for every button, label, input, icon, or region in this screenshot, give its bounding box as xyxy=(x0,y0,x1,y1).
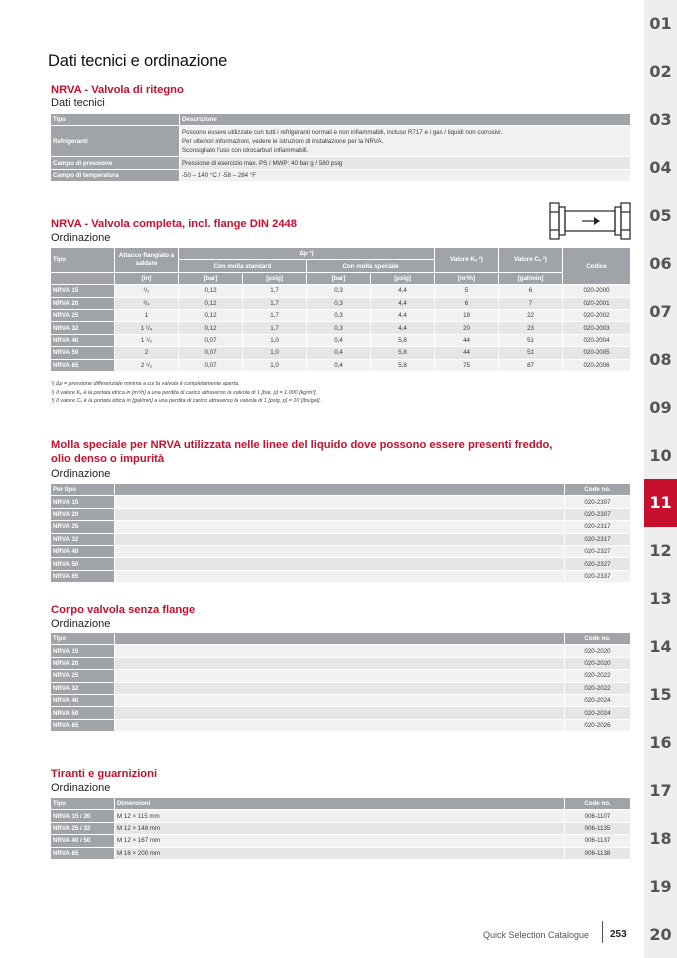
data-cell: 2 ¹/₂ xyxy=(115,359,179,371)
chapter-tab-08[interactable]: 08 xyxy=(649,349,672,369)
code-cell: 020-2020 xyxy=(565,645,631,657)
col-header-cv: Valore Cᵥ ³) xyxy=(499,248,563,273)
chapter-tab-18[interactable]: 18 xyxy=(649,828,672,848)
data-cell: 0,07 xyxy=(179,334,243,346)
chapter-sidebar xyxy=(644,0,677,958)
data-cell: 5,8 xyxy=(371,359,435,371)
table-row xyxy=(51,126,631,157)
table-row xyxy=(51,545,631,557)
data-cell: 1,0 xyxy=(243,347,307,359)
flow-arrow-icon xyxy=(594,217,600,225)
data-cell: 0,12 xyxy=(179,309,243,321)
chapter-tab-11-active[interactable]: 11 xyxy=(644,479,677,527)
data-cell: 1 xyxy=(115,309,179,321)
table-header-row xyxy=(51,484,631,496)
blank-cell xyxy=(115,533,565,545)
unit-cell: [bar] xyxy=(179,272,243,284)
chapter-tab-01[interactable]: 01 xyxy=(649,14,672,34)
code-cell: 020-2317 xyxy=(565,521,631,533)
code-cell: 020-2022 xyxy=(565,682,631,694)
type-cell: NRVA 32 xyxy=(51,682,115,694)
blank-cell xyxy=(115,545,565,557)
data-cell: 20 xyxy=(435,322,499,334)
type-cell: NRVA 32 xyxy=(51,533,115,545)
type-cell: NRVA 15 xyxy=(51,496,115,508)
table-row xyxy=(51,558,631,570)
type-cell: NRVA 50 xyxy=(51,347,115,359)
col-header-description: Descrizione xyxy=(180,114,631,126)
chapter-tab-19[interactable]: 19 xyxy=(649,876,672,896)
tech-section-subtitle: Dati tecnici xyxy=(51,97,105,109)
dimension-cell: M 16 × 200 mm xyxy=(115,847,565,859)
type-cell: NRVA 20 xyxy=(51,297,115,309)
data-cell: 0,07 xyxy=(179,359,243,371)
tech-section-title: NRVA - Valvola di ritegno xyxy=(51,84,184,96)
blank-cell xyxy=(115,558,565,570)
data-cell: 020-2004 xyxy=(563,334,631,346)
unit-cell: [gal/min] xyxy=(499,272,563,284)
footer-catalogue-name: Quick Selection Catalogue xyxy=(483,930,590,940)
unit-cell: [psig] xyxy=(371,272,435,284)
col-header-special-spring: Con molla speciale xyxy=(307,260,435,272)
blank-cell xyxy=(115,521,565,533)
data-cell: 4,4 xyxy=(371,322,435,334)
table-row xyxy=(51,707,631,719)
table-row xyxy=(51,309,631,321)
data-cell: 2 xyxy=(115,347,179,359)
chapter-tab-04[interactable]: 04 xyxy=(649,158,672,178)
data-cell: 87 xyxy=(499,359,563,371)
col-header-code: Code no. xyxy=(565,484,631,496)
col-header-attacco: Attacco flangiato a saldare xyxy=(115,248,179,273)
chapter-tab-05[interactable]: 05 xyxy=(649,206,672,226)
data-cell: 6 xyxy=(499,285,563,297)
type-cell: NRVA 40 xyxy=(51,694,115,706)
type-cell: NRVA 65 xyxy=(51,359,115,371)
footnotes xyxy=(51,380,321,406)
chapter-tab-09[interactable]: 09 xyxy=(649,397,672,417)
type-cell: NRVA 15 xyxy=(51,645,115,657)
data-cell: 5,8 xyxy=(371,347,435,359)
code-cell: 006-1137 xyxy=(565,835,631,847)
data-cell: 1,7 xyxy=(243,285,307,297)
chapter-tab-20[interactable]: 20 xyxy=(649,924,672,944)
table-row xyxy=(51,508,631,520)
table-row xyxy=(51,645,631,657)
col-header-dp: Δp ¹) xyxy=(179,248,435,260)
row-value-pressure: Pressione di esercizio max. PS / MWP: 40 bar g / 580 psig xyxy=(180,157,631,169)
table-header-row xyxy=(51,798,631,810)
data-cell: 020-2001 xyxy=(563,297,631,309)
blank-cell xyxy=(115,719,565,731)
type-cell: NRVA 25 xyxy=(51,670,115,682)
data-cell: 0,12 xyxy=(179,285,243,297)
table-row xyxy=(51,297,631,309)
data-cell: 020-2005 xyxy=(563,347,631,359)
col-header-kv: Valore Kᵥ ²) xyxy=(435,248,499,273)
chapter-tab-15[interactable]: 15 xyxy=(649,685,672,705)
bolts-section-title: Tiranti e guarnizioni xyxy=(51,768,158,780)
table-row xyxy=(51,570,631,582)
col-header-type: Per tipo xyxy=(51,484,115,496)
row-label-temperature: Campo di temperatura xyxy=(51,169,180,181)
unit-cell: [in] xyxy=(115,272,179,284)
table-row xyxy=(51,810,631,822)
chapter-tab-12[interactable]: 12 xyxy=(649,541,672,561)
table-row xyxy=(51,670,631,682)
type-cell: NRVA 15 xyxy=(51,285,115,297)
table-row xyxy=(51,719,631,731)
footnote: ¹) Δp = pressione differenziale minima a cui la valvola è completamente aperta. xyxy=(51,381,240,387)
units-row xyxy=(51,272,631,284)
data-cell: 1 ¹/₄ xyxy=(115,322,179,334)
data-cell: 23 xyxy=(499,322,563,334)
footer-divider xyxy=(602,921,603,943)
data-cell: 4,4 xyxy=(371,309,435,321)
bolts-section-subtitle: Ordinazione xyxy=(51,782,111,794)
body-table-body xyxy=(51,645,631,732)
unit-cell-empty xyxy=(51,272,115,284)
type-cell: NRVA 50 xyxy=(51,707,115,719)
data-cell: 4,4 xyxy=(371,285,435,297)
blank-cell xyxy=(115,570,565,582)
desc-line: Per ulteriori informazioni, vedere le istruzioni di installazione per la NRVA. xyxy=(182,137,384,145)
data-cell: 020-2006 xyxy=(563,359,631,371)
row-value-temperature: -50 – 140 °C / -58 – 284 °F xyxy=(180,169,631,181)
code-cell: 020-2307 xyxy=(565,496,631,508)
table-row xyxy=(51,835,631,847)
type-cell: NRVA 65 xyxy=(51,570,115,582)
row-value-refrigerants xyxy=(180,126,631,157)
code-cell: 020-2020 xyxy=(565,657,631,669)
data-cell: 5 xyxy=(435,285,499,297)
blank-cell xyxy=(115,645,565,657)
order-section-subtitle: Ordinazione xyxy=(51,232,111,244)
code-cell: 020-2026 xyxy=(565,719,631,731)
data-cell: 0,3 xyxy=(307,285,371,297)
spring-section-subtitle: Ordinazione xyxy=(51,468,111,480)
spring-table-body xyxy=(51,496,631,583)
table-row xyxy=(51,322,631,334)
chapter-tab-06[interactable]: 06 xyxy=(649,253,672,273)
data-cell: 19 xyxy=(435,309,499,321)
data-cell: 0,12 xyxy=(179,297,243,309)
valve-drawing xyxy=(548,198,632,244)
unit-cell: [m³/h] xyxy=(435,272,499,284)
table-row xyxy=(51,521,631,533)
blank-cell xyxy=(115,508,565,520)
blank-cell xyxy=(115,670,565,682)
body-section-subtitle: Ordinazione xyxy=(51,618,111,630)
type-cell: NRVA 20 xyxy=(51,657,115,669)
tech-data-table xyxy=(50,113,631,182)
data-cell: ¹/₂ xyxy=(115,285,179,297)
chapter-tab-02[interactable]: 02 xyxy=(649,62,672,82)
col-header-dimensions: Dimensioni xyxy=(115,798,565,810)
body-section-title: Corpo valvola senza flange xyxy=(51,604,196,616)
page-number: 253 xyxy=(610,929,627,940)
table-header-row xyxy=(51,633,631,645)
dimension-cell: M 12 × 115 mm xyxy=(115,810,565,822)
data-cell: 0,3 xyxy=(307,322,371,334)
code-cell: 020-2327 xyxy=(565,545,631,557)
data-cell: 020-2003 xyxy=(563,322,631,334)
data-cell: 44 xyxy=(435,347,499,359)
table-row xyxy=(51,533,631,545)
data-cell: 22 xyxy=(499,309,563,321)
col-header-type: Tipo xyxy=(51,633,115,645)
code-cell: 020-2022 xyxy=(565,670,631,682)
type-cell: NRVA 65 xyxy=(51,719,115,731)
spring-section-title xyxy=(51,438,553,466)
type-cell: NRVA 15 / 20 xyxy=(51,810,115,822)
type-cell: NRVA 65 xyxy=(51,847,115,859)
data-cell: 7 xyxy=(499,297,563,309)
chapter-tab-07[interactable]: 07 xyxy=(649,301,672,321)
data-cell: 0,4 xyxy=(307,347,371,359)
blank-cell xyxy=(115,707,565,719)
desc-line: Sconsigliato l'uso con idrocarburi infiammabili. xyxy=(182,146,309,154)
col-header-type: Tipo xyxy=(51,798,115,810)
order-table xyxy=(50,247,631,372)
dimension-cell: M 12 × 148 mm xyxy=(115,822,565,834)
type-cell: NRVA 40 xyxy=(51,545,115,557)
spring-title-line: olio denso o impurità xyxy=(51,453,165,465)
data-cell: 020-2000 xyxy=(563,285,631,297)
bolts-table-body xyxy=(51,810,631,860)
data-cell: 020-2002 xyxy=(563,309,631,321)
unit-cell: [psig] xyxy=(243,272,307,284)
type-cell: NRVA 32 xyxy=(51,322,115,334)
col-header-code: Code no. xyxy=(565,798,631,810)
code-cell: 020-2024 xyxy=(565,707,631,719)
data-cell: 1,7 xyxy=(243,322,307,334)
data-cell: 1,7 xyxy=(243,297,307,309)
data-cell: 1,0 xyxy=(243,359,307,371)
page-title: Dati tecnici e ordinazione xyxy=(48,52,228,70)
table-header-row xyxy=(51,114,631,126)
col-header-blank xyxy=(115,633,565,645)
data-cell: 0,07 xyxy=(179,347,243,359)
chapter-tab-13[interactable]: 13 xyxy=(649,589,672,609)
data-cell: 4,4 xyxy=(371,297,435,309)
data-cell: 0,4 xyxy=(307,359,371,371)
footnote: ²) Il valore Kᵥ è la portata idrica in [m³/h] a una perdita di carico attraverso la valvola di 1 [bar, p] = 1.000 [kg/m³]. xyxy=(51,389,318,396)
col-header-codice: Codice xyxy=(563,248,631,285)
spring-table xyxy=(50,483,631,583)
blank-cell xyxy=(115,657,565,669)
data-cell: ³/₄ xyxy=(115,297,179,309)
desc-line: Possono essere utilizzate con tutti i refrigeranti normali e non infiammabili, incluso R717 e i gas / liquidi non corrosivi. xyxy=(182,128,503,136)
data-cell: 0,12 xyxy=(179,322,243,334)
order-section-title: NRVA - Valvola completa, incl. flange DIN 2448 xyxy=(51,218,297,230)
code-cell: 006-1135 xyxy=(565,822,631,834)
code-cell: 020-2317 xyxy=(565,533,631,545)
table-header-row xyxy=(51,248,631,260)
type-cell: NRVA 40 xyxy=(51,334,115,346)
data-cell: 1 ¹/₂ xyxy=(115,334,179,346)
code-cell: 020-2327 xyxy=(565,558,631,570)
data-cell: 5,8 xyxy=(371,334,435,346)
row-label-refrigerants: Refrigeranti xyxy=(51,126,180,157)
table-row xyxy=(51,334,631,346)
type-cell: NRVA 25 xyxy=(51,521,115,533)
table-row xyxy=(51,496,631,508)
code-cell: 006-1138 xyxy=(565,847,631,859)
dimension-cell: M 12 × 167 mm xyxy=(115,835,565,847)
bolts-table xyxy=(50,797,631,860)
col-header-tipo: Tipo xyxy=(51,248,115,273)
footnote: ³) Il valore Cᵥ è la portata idrica in [gal/min] a una perdita di carico attraverso la valvola di 1 [psig, p] = 10 [lbs/gal]. xyxy=(51,398,321,404)
col-header-blank xyxy=(115,484,565,496)
row-label-pressure: Campo di pressione xyxy=(51,157,180,169)
order-table-body xyxy=(51,285,631,372)
type-cell: NRVA 50 xyxy=(51,558,115,570)
chapter-tab-03[interactable]: 03 xyxy=(649,110,672,130)
data-cell: 0,3 xyxy=(307,309,371,321)
chapter-tab-10[interactable]: 10 xyxy=(649,445,672,465)
table-row xyxy=(51,657,631,669)
table-row xyxy=(51,285,631,297)
chapter-tab-16[interactable]: 16 xyxy=(649,732,672,752)
data-cell: 0,4 xyxy=(307,334,371,346)
table-row xyxy=(51,847,631,859)
unit-cell: [bar] xyxy=(307,272,371,284)
code-cell: 020-2307 xyxy=(565,508,631,520)
code-cell: 020-2337 xyxy=(565,570,631,582)
chapter-tab-17[interactable]: 17 xyxy=(649,780,672,800)
col-header-standard-spring: Con molla standard xyxy=(179,260,307,272)
data-cell: 51 xyxy=(499,347,563,359)
type-cell: NRVA 25 xyxy=(51,309,115,321)
col-header-type: Tipo xyxy=(51,114,180,126)
blank-cell xyxy=(115,694,565,706)
table-row xyxy=(51,347,631,359)
body-table xyxy=(50,632,631,732)
data-cell: 0,3 xyxy=(307,297,371,309)
data-cell: 1,7 xyxy=(243,309,307,321)
chapter-tab-14[interactable]: 14 xyxy=(649,637,672,657)
blank-cell xyxy=(115,496,565,508)
type-cell: NRVA 40 / 50 xyxy=(51,835,115,847)
table-row xyxy=(51,169,631,181)
table-row xyxy=(51,822,631,834)
col-header-code: Code no. xyxy=(565,633,631,645)
spring-title-line: Molla speciale per NRVA utilizzata nelle linee del liquido dove possono essere presenti freddo, xyxy=(51,439,553,451)
type-cell: NRVA 20 xyxy=(51,508,115,520)
data-cell: 51 xyxy=(499,334,563,346)
data-cell: 44 xyxy=(435,334,499,346)
data-cell: 1,0 xyxy=(243,334,307,346)
table-row xyxy=(51,359,631,371)
type-cell: NRVA 25 / 32 xyxy=(51,822,115,834)
data-cell: 75 xyxy=(435,359,499,371)
table-row xyxy=(51,157,631,169)
data-cell: 6 xyxy=(435,297,499,309)
blank-cell xyxy=(115,682,565,694)
code-cell: 020-2024 xyxy=(565,694,631,706)
table-row xyxy=(51,694,631,706)
code-cell: 006-1107 xyxy=(565,810,631,822)
table-row xyxy=(51,682,631,694)
